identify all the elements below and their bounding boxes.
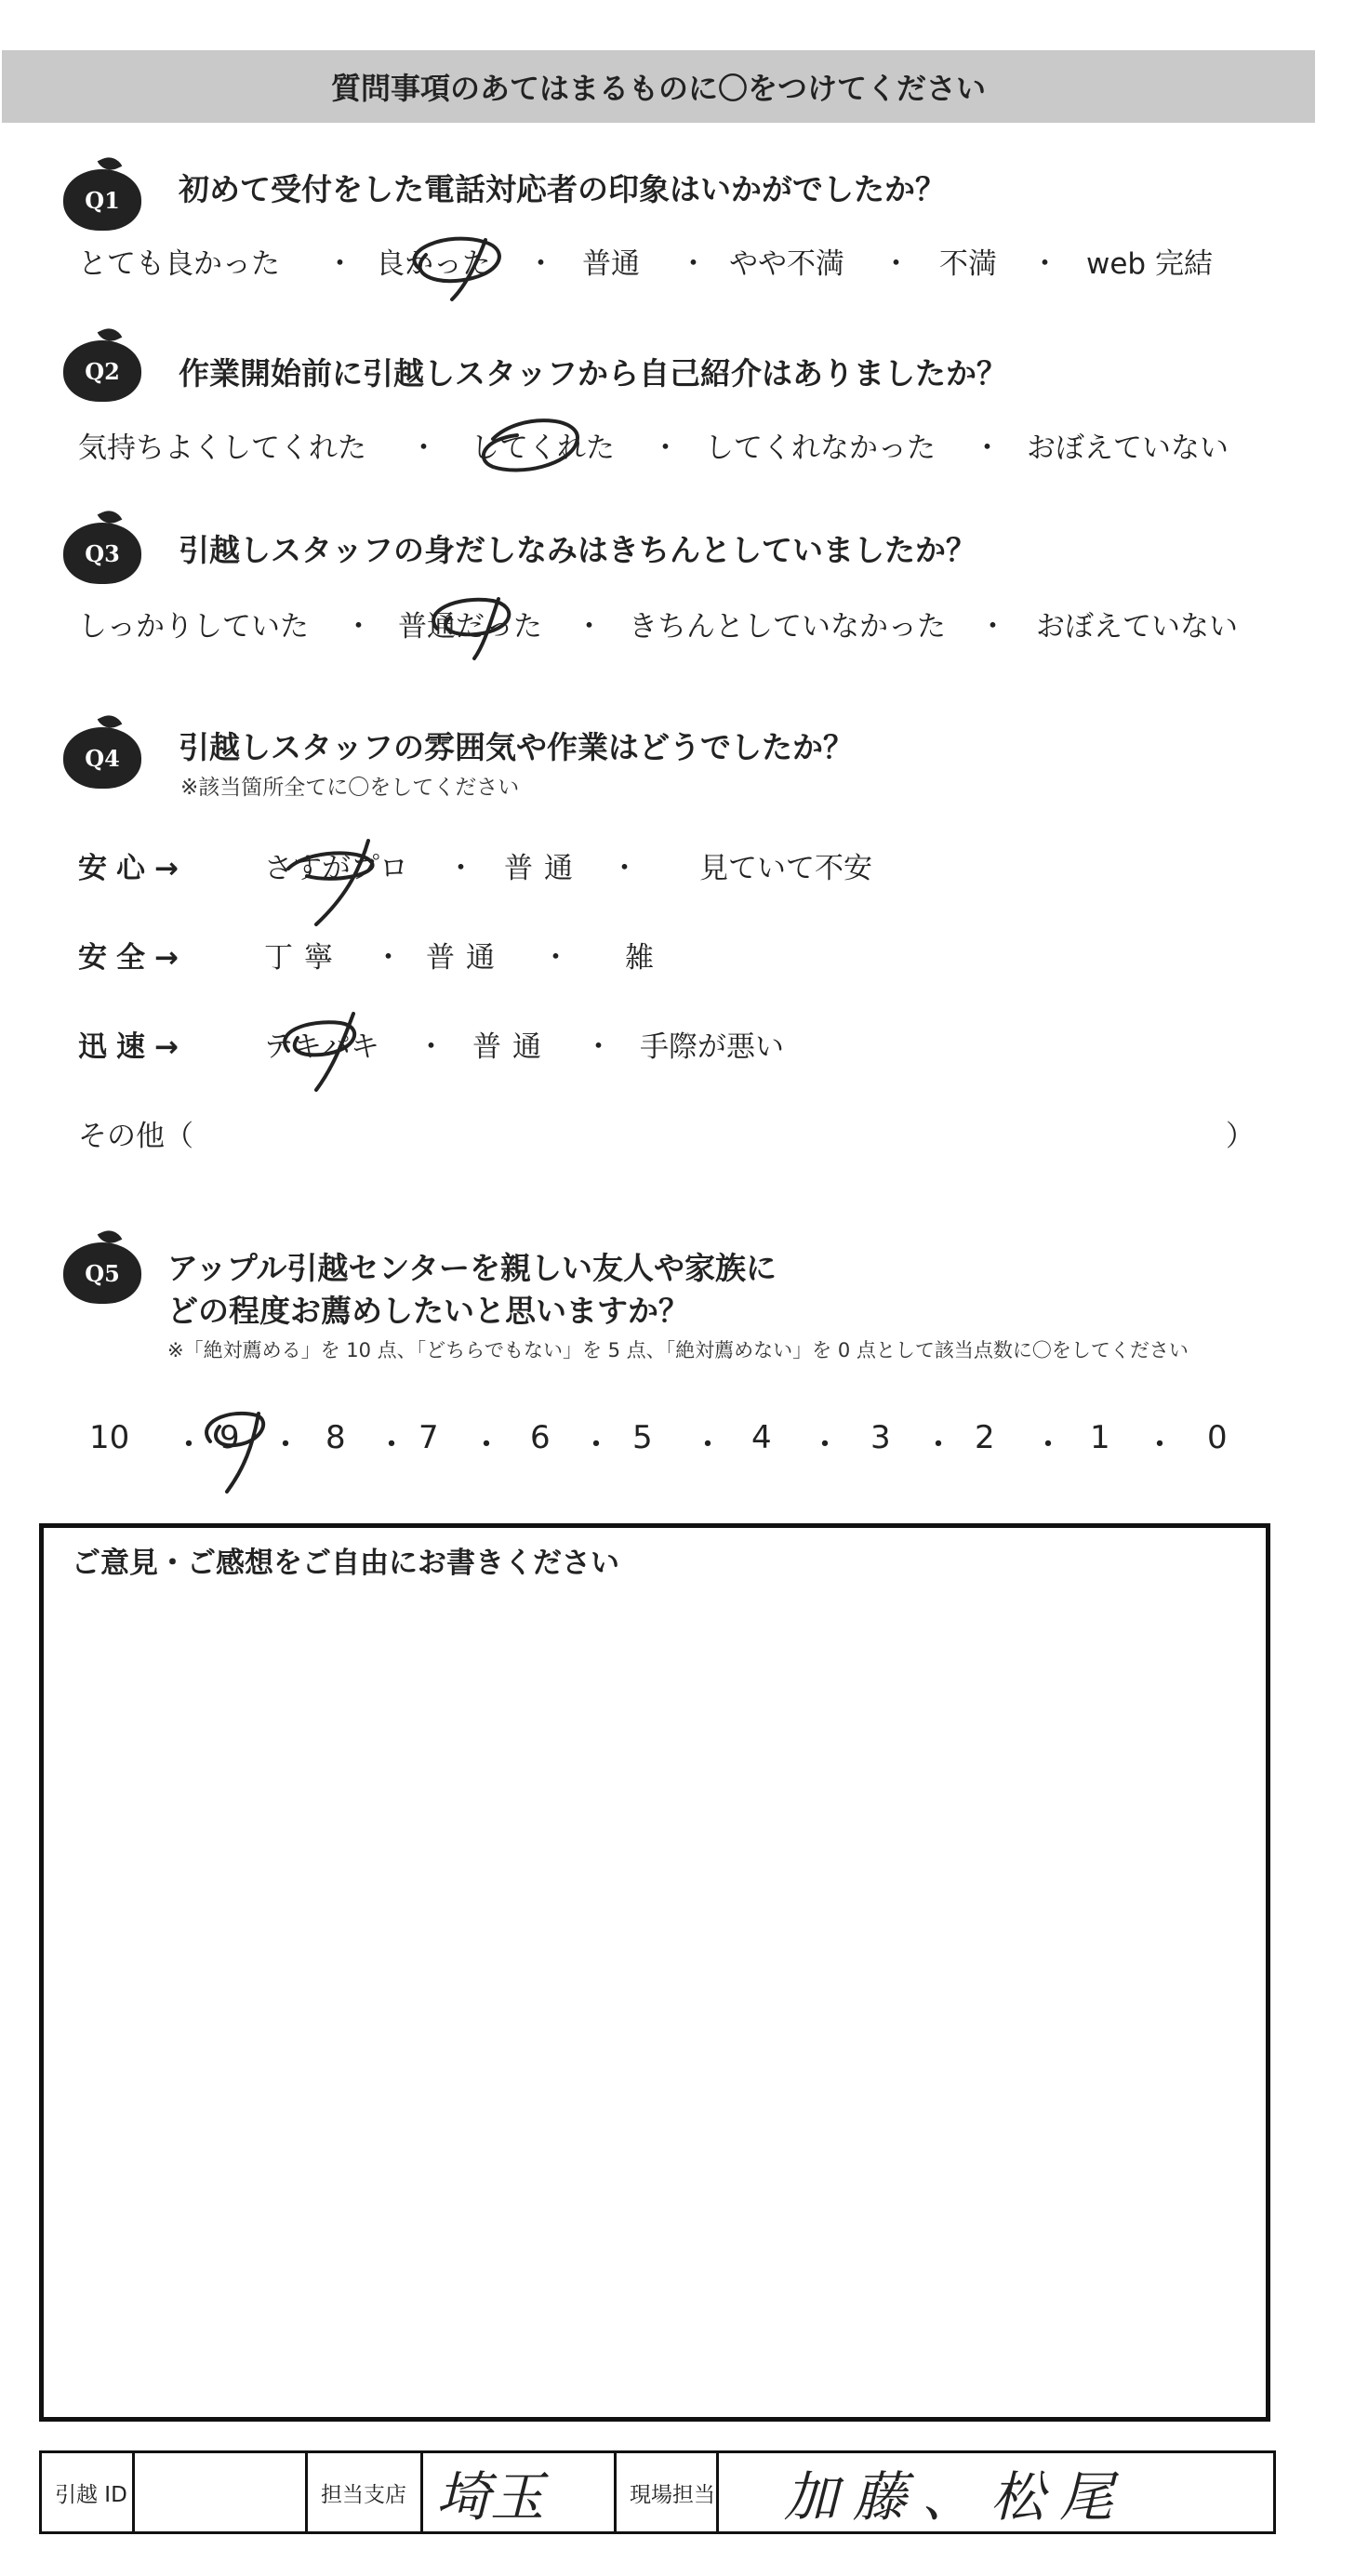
- q5-separator: ・: [923, 1427, 954, 1464]
- q4-anshin-option-1[interactable]: さすがプロ: [264, 852, 408, 885]
- q1-badge: [63, 156, 153, 232]
- q1-separator: ・: [679, 247, 708, 281]
- q3-question: 引越しスタッフの身だしなみはきちんとしていましたか？: [179, 532, 976, 568]
- arrow-right-icon: →: [154, 852, 188, 885]
- q5-score-10[interactable]: 10: [89, 1419, 130, 1456]
- q4-row-label-anzen: 安全→: [78, 941, 188, 975]
- q5-note: ※「絶対薦める」を 10 点、「どちらでもない」を 5 点、「絶対薦めない」を 0 点として該当点数に〇をしてください: [167, 1339, 1189, 1361]
- q4-anshin-option-2[interactable]: 普通: [504, 852, 584, 885]
- q2-option-1[interactable]: 気持ちよくしてくれた: [78, 432, 366, 465]
- staff-field[interactable]: [719, 2453, 1273, 2531]
- q5-question-line-2: どの程度お薦めしたいと思いますか？: [167, 1293, 689, 1329]
- q3-separator: ・: [344, 610, 373, 644]
- q1-separator: ・: [325, 247, 354, 281]
- q5-score-2[interactable]: 2: [975, 1419, 995, 1456]
- handwritten-circle-mark: [182, 1395, 285, 1497]
- q5-score-0[interactable]: 0: [1207, 1419, 1228, 1456]
- staff-label: 現場担当: [617, 2453, 719, 2531]
- q5-score-6[interactable]: 6: [530, 1419, 551, 1456]
- handwritten-circle-mark: [260, 986, 381, 1097]
- comment-title: ご意見・ご感想をご自由にお書きください: [72, 1547, 619, 1580]
- move-id-field[interactable]: [135, 2453, 308, 2531]
- q4-anshin-option-3[interactable]: 見ていて不安: [699, 852, 872, 885]
- q4-jinsoku-option-2[interactable]: 普通: [472, 1030, 552, 1064]
- form-header-title: 質問事項のあてはまるものに〇をつけてください: [330, 71, 986, 106]
- q3-badge: [63, 510, 153, 586]
- form-header: [2, 50, 1315, 123]
- q4-other-input[interactable]: [205, 1112, 1218, 1148]
- q5-separator: ・: [270, 1427, 301, 1464]
- q1-option-1[interactable]: とても良かった: [78, 247, 280, 281]
- q5-separator: ・: [173, 1427, 205, 1464]
- q2-separator: ・: [651, 432, 680, 465]
- q1-option-2[interactable]: 良かった: [376, 247, 491, 281]
- branch-field[interactable]: [423, 2453, 617, 2531]
- staff-value: 加藤、松尾: [784, 2465, 1129, 2529]
- q2-badge: [63, 327, 153, 404]
- q2-option-2[interactable]: してくれた: [471, 432, 615, 465]
- q4-separator: ・: [374, 941, 403, 975]
- q5-question-line-1: アップル引越センターを親しい友人や家族に: [167, 1250, 777, 1286]
- q4-badge-label: Q4: [63, 727, 141, 789]
- q4-row-label-jinsoku: 迅速→: [78, 1030, 188, 1064]
- q3-option-3[interactable]: きちんとしていなかった: [629, 610, 946, 644]
- branch-label: 担当支店: [308, 2453, 423, 2531]
- handwritten-circle-mark: [270, 822, 400, 934]
- q5-badge: [63, 1229, 153, 1306]
- handwritten-circle-mark: [381, 214, 521, 307]
- q1-separator: ・: [526, 247, 555, 281]
- q5-score-9[interactable]: 9: [219, 1419, 240, 1456]
- q4-anzen-option-1[interactable]: 丁寧: [264, 941, 344, 975]
- q5-separator: ・: [1144, 1427, 1176, 1464]
- q4-jinsoku-option-1[interactable]: テキパキ: [264, 1030, 379, 1064]
- q4-other-close: ）: [1226, 1120, 1255, 1153]
- q5-score-4[interactable]: 4: [751, 1419, 772, 1456]
- q4-row-label-anshin: 安心→: [78, 852, 188, 885]
- q3-option-4[interactable]: おぼえていない: [1036, 610, 1238, 644]
- q5-separator: ・: [471, 1427, 502, 1464]
- footer-info-table: [39, 2450, 1276, 2534]
- q5-separator: ・: [376, 1427, 407, 1464]
- q4-question: 引越しスタッフの雰囲気や作業はどうでしたか？: [179, 729, 854, 765]
- q1-separator: ・: [882, 247, 910, 281]
- q2-badge-label: Q2: [63, 340, 141, 402]
- branch-value: 埼玉: [436, 2465, 545, 2529]
- q4-separator: ・: [541, 941, 570, 975]
- q1-question: 初めて受付をした電話対応者の印象はいかがでしたか？: [179, 171, 946, 207]
- q1-option-5[interactable]: 不満: [939, 247, 997, 281]
- q4-jinsoku-option-3[interactable]: 手際が悪い: [640, 1030, 784, 1064]
- q2-option-4[interactable]: おぼえていない: [1027, 432, 1229, 465]
- q4-note: ※該当箇所全てに〇をしてください: [180, 776, 520, 800]
- q1-option-3[interactable]: 普通: [582, 247, 640, 281]
- q5-separator: ・: [809, 1427, 841, 1464]
- q3-option-2[interactable]: 普通だった: [398, 610, 542, 644]
- q3-badge-label: Q3: [63, 523, 141, 584]
- q4-separator: ・: [417, 1030, 445, 1064]
- q4-other-label: その他（: [78, 1120, 193, 1153]
- q2-separator: ・: [409, 432, 438, 465]
- q2-question: 作業開始前に引越しスタッフから自己紹介はありましたか？: [179, 355, 1007, 392]
- handwritten-circle-mark: [409, 577, 539, 670]
- q5-badge-label: Q5: [63, 1242, 141, 1304]
- q1-badge-label: Q1: [63, 169, 141, 231]
- move-id-label: 引越 ID: [42, 2453, 135, 2531]
- q5-separator: ・: [1032, 1427, 1064, 1464]
- comment-box[interactable]: [39, 1523, 1270, 2422]
- q3-separator: ・: [575, 610, 604, 644]
- q4-separator: ・: [446, 852, 475, 885]
- q4-anzen-option-2[interactable]: 普通: [426, 941, 506, 975]
- q5-score-7[interactable]: 7: [418, 1419, 439, 1456]
- q5-score-3[interactable]: 3: [870, 1419, 891, 1456]
- handwritten-circle-mark: [465, 402, 604, 495]
- q5-score-1[interactable]: 1: [1090, 1419, 1110, 1456]
- q2-option-3[interactable]: してくれなかった: [705, 432, 936, 465]
- q5-score-5[interactable]: 5: [632, 1419, 653, 1456]
- q1-option-4[interactable]: やや不満: [729, 247, 844, 281]
- q4-separator: ・: [584, 1030, 613, 1064]
- q4-separator: ・: [610, 852, 639, 885]
- q5-score-8[interactable]: 8: [325, 1419, 346, 1456]
- q4-anzen-option-3[interactable]: 雑: [625, 941, 654, 975]
- q3-option-1[interactable]: しっかりしていた: [78, 610, 309, 644]
- q4-badge: [63, 714, 153, 790]
- q1-option-6[interactable]: web 完結: [1086, 247, 1213, 281]
- q5-separator: ・: [692, 1427, 724, 1464]
- q5-separator: ・: [580, 1427, 612, 1464]
- arrow-right-icon: →: [154, 941, 188, 975]
- q2-separator: ・: [973, 432, 1002, 465]
- arrow-right-icon: →: [154, 1030, 188, 1064]
- q1-separator: ・: [1030, 247, 1059, 281]
- q3-separator: ・: [978, 610, 1007, 644]
